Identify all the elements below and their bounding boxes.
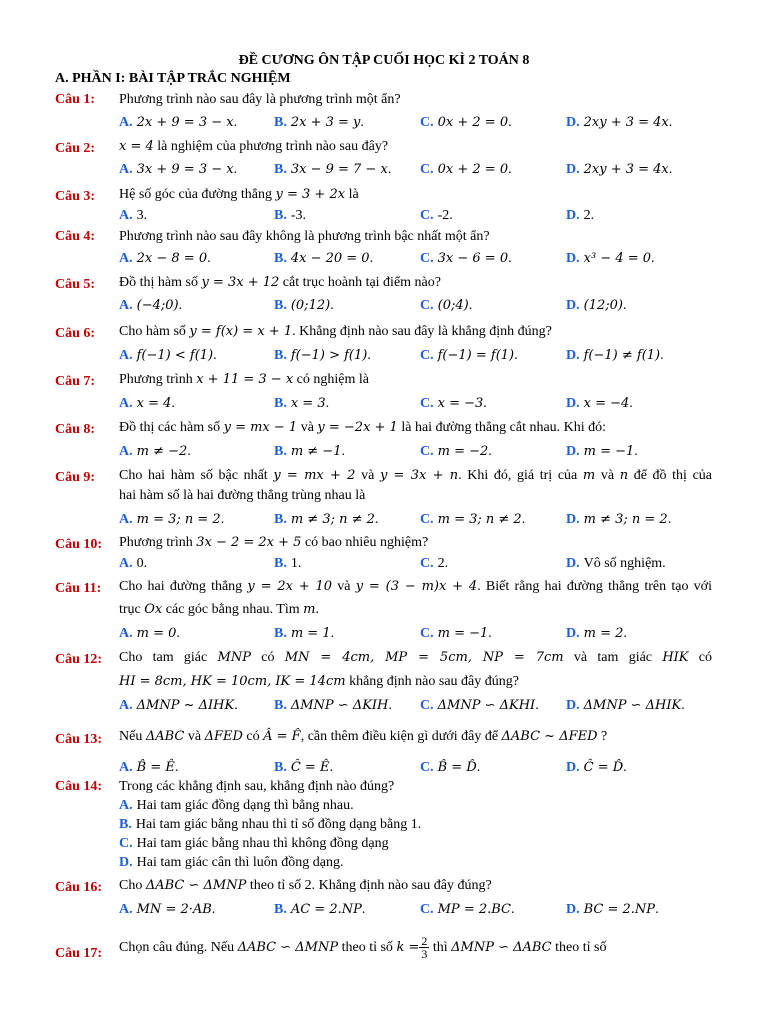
option-a[interactable]: A. f(−1) < f(1). <box>119 348 217 363</box>
question-label: Câu 10: <box>55 537 103 552</box>
option-d[interactable]: D. 2xy + 3 = 4x. <box>566 162 673 177</box>
question-text: Đồ thị hàm số y = 3x + 12 cắt trục hoành tại điểm nào? <box>119 275 441 290</box>
question-text: Cho tam giác MNP có MN = 4cm, MP = 5cm, NP = 7cm và tam giác HIK có HI = 8cm, HK = 10cm, IK = 14cm khẳng định nào sau đây đúng? <box>119 650 713 689</box>
question-text: Trong các khẳng định sau, khẳng định nào đúng? <box>119 779 395 794</box>
fraction: $\frac{2}{3}$ <box>421 934 428 962</box>
option-b[interactable]: B. x = 3. <box>274 396 330 411</box>
question-text: Phương trình nào sau đây không là phương trình bậc nhất một ẩn? <box>119 229 490 244</box>
question-label: Câu 8: <box>55 422 96 437</box>
question-label: Câu 7: <box>55 374 96 389</box>
option-a[interactable]: A. MN = 2·AB. <box>119 902 216 917</box>
option-a[interactable]: A. ΔMNP ~ ΔIHK. <box>119 698 238 713</box>
option-d[interactable]: D. 2. <box>566 208 595 223</box>
option-b[interactable]: B. m ≠ 3; n ≠ 2. <box>274 512 379 527</box>
option-c[interactable]: C. MP = 2.BC. <box>420 902 515 917</box>
option-b[interactable]: B. f(−1) > f(1). <box>274 348 371 363</box>
question-label: Câu 12: <box>55 652 103 667</box>
option-b[interactable]: B. AC = 2.NP. <box>274 902 366 917</box>
option-a[interactable]: A. m = 0. <box>119 626 180 641</box>
option-d[interactable]: D. m = −1. <box>566 444 638 459</box>
question-text: Cho ΔABC ∽ ΔMNP theo tỉ số 2. Khẳng định nào sau đây đúng? <box>119 878 492 893</box>
question-text: Cho hàm số y = f(x) = x + 1. Khẳng định nào sau đây là khẳng định đúng? <box>119 324 552 339</box>
option-d[interactable]: D. Vô số nghiệm. <box>566 556 666 571</box>
answer-options <box>0 251 768 271</box>
question-label: Câu 16: <box>55 880 103 895</box>
option-c[interactable]: C. (0;4). <box>420 298 473 313</box>
answer-options <box>0 162 768 182</box>
answer-options <box>0 760 768 780</box>
option-b[interactable]: B. m ≠ −1. <box>274 444 345 459</box>
question-label: Câu 2: <box>55 141 96 156</box>
question-text: Cho hai đường thẳng y = 2x + 10 và y = (3 − m)x + 4. Biết rằng hai đường thẳng trên tạo với trục Ox các góc bằng nhau. Tìm m. <box>119 579 712 617</box>
option-c[interactable]: C. ΔMNP ∽ ΔKHI. <box>420 698 539 713</box>
question-label: Câu 9: <box>55 470 96 485</box>
answer-options <box>0 512 768 532</box>
option-a[interactable]: A. 0. <box>119 556 148 571</box>
option-c[interactable]: C. m = 3; n ≠ 2. <box>420 512 526 527</box>
option-c[interactable]: C. 0x + 2 = 0. <box>420 162 512 177</box>
question-text: Hệ số góc của đường thẳng y = 3 + 2x là <box>119 187 359 202</box>
option-d[interactable]: D. x³ − 4 = 0. <box>566 251 655 266</box>
question-text: Phương trình 3x − 2 = 2x + 5 có bao nhiêu nghiệm? <box>119 535 429 550</box>
answer-options <box>0 115 768 135</box>
option-d[interactable]: D. m = 2. <box>566 626 627 641</box>
option-c[interactable]: C. x = −3. <box>420 396 487 411</box>
option-a[interactable]: A. m ≠ −2. <box>119 444 191 459</box>
option-d[interactable]: D. f(−1) ≠ f(1). <box>566 348 664 363</box>
option-c[interactable]: C. m = −1. <box>420 626 492 641</box>
question-label: Câu 5: <box>55 277 96 292</box>
document-title: ĐỀ CƯƠNG ÔN TẬP CUỐI HỌC KÌ 2 TOÁN 8 <box>238 53 530 68</box>
answer-options <box>0 348 768 368</box>
question-label: Câu 4: <box>55 229 96 244</box>
option-b[interactable]: B. Hai tam giác bằng nhau thì tỉ số đồng dạng bằng 1. <box>119 817 422 832</box>
option-a[interactable]: A. 2x + 9 = 3 − x. <box>119 115 238 130</box>
option-a[interactable]: A. B̂ = Ê. <box>119 760 179 775</box>
question-label: Câu 1: <box>55 92 96 107</box>
answer-options <box>0 698 768 718</box>
option-d[interactable]: D. (12;0). <box>566 298 627 313</box>
option-b[interactable]: B. 1. <box>274 556 302 571</box>
option-d[interactable]: D. 2xy + 3 = 4x. <box>566 115 673 130</box>
option-c[interactable]: C. f(−1) = f(1). <box>420 348 518 363</box>
question-text: Nếu ΔABC và ΔFED có Â = F̂, cần thêm điều kiện gì dưới đây để ΔABC ~ ΔFED ? <box>119 729 608 744</box>
option-c[interactable]: C. B̂ = D̂. <box>420 760 481 775</box>
option-d[interactable]: D. BC = 2.NP. <box>566 902 659 917</box>
option-a[interactable]: A. Hai tam giác đồng dạng thì bằng nhau. <box>119 798 354 813</box>
option-d[interactable]: D. Ĉ = D̂. <box>566 760 627 775</box>
option-d[interactable]: D. m ≠ 3; n = 2. <box>566 512 672 527</box>
option-a[interactable]: A. 3. <box>119 208 148 223</box>
option-c[interactable]: C. 2. <box>420 556 449 571</box>
answer-options <box>0 626 768 646</box>
option-a[interactable]: A. x = 4. <box>119 396 175 411</box>
question-text: Đồ thị các hàm số y = mx − 1 và y = −2x + 1 là hai đường thẳng cắt nhau. Khi đó: <box>119 420 607 435</box>
answer-options <box>0 556 768 576</box>
question-label: Câu 17: <box>55 946 103 961</box>
question-label: Câu 3: <box>55 189 96 204</box>
option-d[interactable]: D. ΔMNP ∽ ΔHIK. <box>566 698 685 713</box>
option-d[interactable]: D. x = −4. <box>566 396 633 411</box>
question-label: Câu 6: <box>55 326 96 341</box>
answer-options <box>0 396 768 416</box>
question-label: Câu 14: <box>55 779 103 794</box>
option-a[interactable]: A. 2x − 8 = 0. <box>119 251 211 266</box>
option-b[interactable]: B. 4x − 20 = 0. <box>274 251 374 266</box>
option-b[interactable]: B. 2x + 3 = y. <box>274 115 364 130</box>
question-label: Câu 11: <box>55 581 102 596</box>
option-c[interactable]: C. 3x − 6 = 0. <box>420 251 512 266</box>
option-b[interactable]: B. m = 1. <box>274 626 335 641</box>
option-b[interactable]: B. 3x − 9 = 7 − x. <box>274 162 392 177</box>
option-a[interactable]: A. (−4;0). <box>119 298 183 313</box>
option-d[interactable]: D. Hai tam giác cân thì luôn đồng dạng. <box>119 855 344 870</box>
answer-options <box>0 444 768 464</box>
option-b[interactable]: B. ΔMNP ∽ ΔKIH. <box>274 698 392 713</box>
option-c[interactable]: C. -2. <box>420 208 453 223</box>
answer-options <box>0 902 768 922</box>
option-a[interactable]: A. m = 3; n = 2. <box>119 512 225 527</box>
option-c[interactable]: C. 0x + 2 = 0. <box>420 115 512 130</box>
answer-options <box>0 298 768 318</box>
question-label: Câu 13: <box>55 732 103 747</box>
question-text: Phương trình nào sau đây là phương trình một ẩn? <box>119 92 401 107</box>
section-heading: A. PHẦN I: BÀI TẬP TRẮC NGHIỆM <box>55 71 291 86</box>
option-c[interactable]: C. Hai tam giác bằng nhau thì không đồng dạng <box>119 836 389 851</box>
answer-options <box>0 208 768 228</box>
option-c[interactable]: C. m = −2. <box>420 444 492 459</box>
option-a[interactable]: A. 3x + 9 = 3 − x. <box>119 162 238 177</box>
question-text: Chọn câu đúng. Nếu ΔABC ∽ ΔMNP theo tỉ số k = $\frac{2}{3}$ thì ΔMNP ∽ ΔABC theo tỉ số <box>119 934 607 962</box>
question-text: Phương trình x + 11 = 3 − x có nghiệm là <box>119 372 369 387</box>
question-text: x = 4 là nghiệm của phương trình nào sau đây? <box>119 139 389 154</box>
option-b[interactable]: B. (0;12). <box>274 298 334 313</box>
option-b[interactable]: B. -3. <box>274 208 307 223</box>
option-b[interactable]: B. Ĉ = Ê. <box>274 760 333 775</box>
question-text: Cho hai hàm số bậc nhất y = mx + 2 và y = 3x + n. Khi đó, giá trị của m và n để đồ thị của hai hàm số là hai đường thẳng trùng nhau là <box>119 468 713 503</box>
